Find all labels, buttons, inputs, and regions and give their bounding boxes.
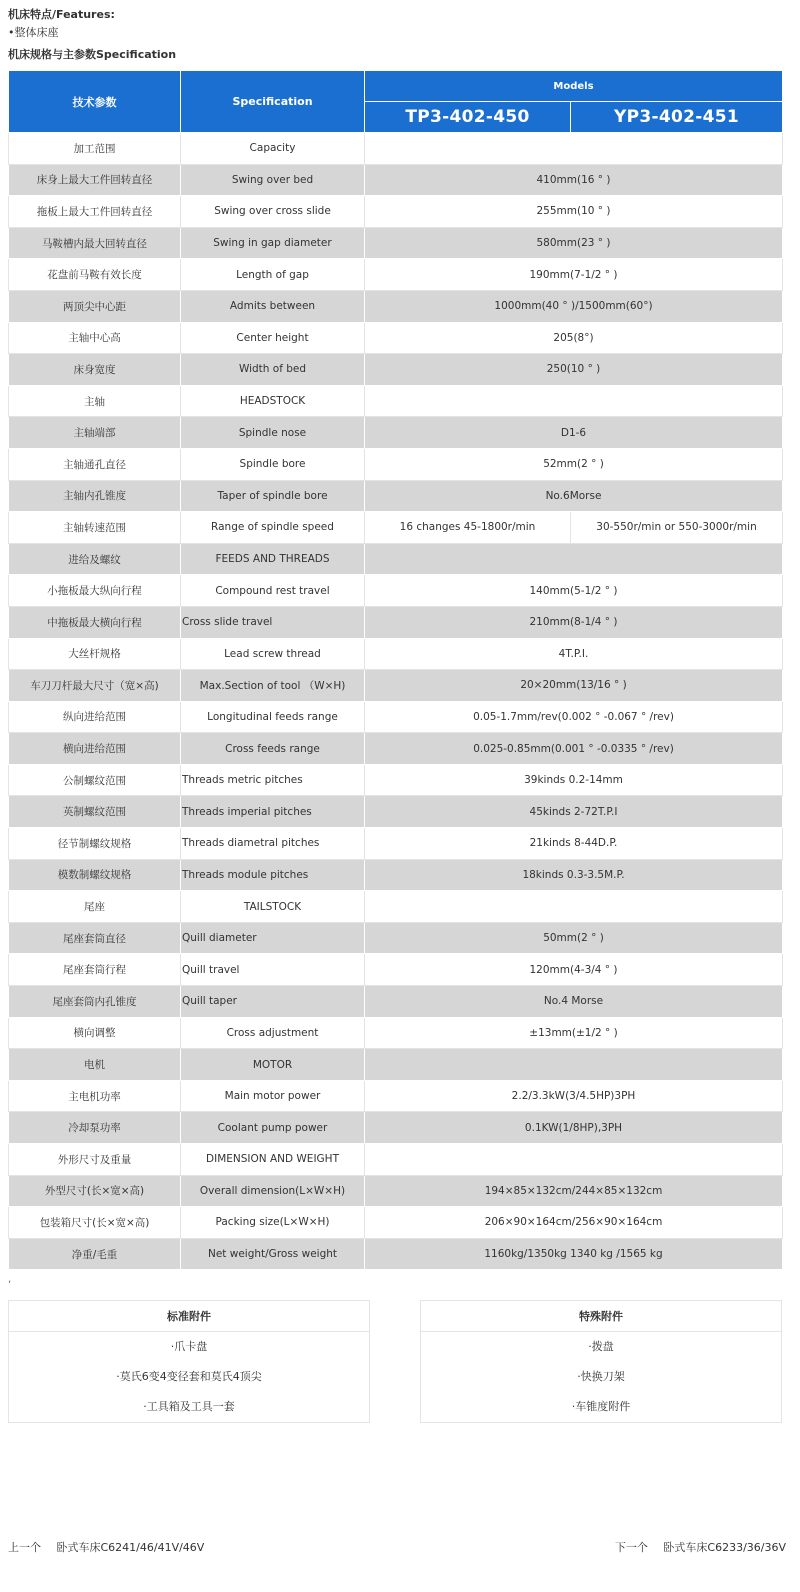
- param-en-cell: Admits between: [181, 290, 365, 322]
- param-en-cell: Cross slide travel: [181, 606, 365, 638]
- param-cn-cell: 中拖板最大横向行程: [9, 606, 181, 638]
- param-en-cell: Spindle nose: [181, 417, 365, 449]
- value-cell: 210mm(8-1/4 ° ): [365, 606, 783, 638]
- prev-label: 上一个: [8, 1541, 41, 1554]
- header-model-1: TP3-402-450: [365, 102, 571, 133]
- value-cell: No.4 Morse: [365, 986, 783, 1018]
- features-title: 机床特点/Features:: [8, 8, 115, 21]
- value-cell: 18kinds 0.3-3.5M.P.: [365, 859, 783, 891]
- param-en-cell: Quill diameter: [181, 922, 365, 954]
- table-row: [9, 670, 783, 702]
- header-parameters: 技术参数: [9, 71, 181, 133]
- param-en-cell: Range of spindle speed: [181, 512, 365, 544]
- param-cn-cell: 尾座套筒内孔锥度: [9, 986, 181, 1018]
- param-cn-cell: 主轴转速范围: [9, 512, 181, 544]
- table-row: [9, 1017, 783, 1049]
- param-en-cell: Compound rest travel: [181, 575, 365, 607]
- param-en-cell: Threads metric pitches: [181, 764, 365, 796]
- table-row: [9, 322, 783, 354]
- table-row: [9, 290, 783, 322]
- table-row: [9, 448, 783, 480]
- value-cell: No.6Morse: [365, 480, 783, 512]
- spec-table: [8, 70, 783, 1270]
- value-cell-model-1: 16 changes 45-1800r/min: [365, 512, 571, 544]
- table-row: [9, 828, 783, 860]
- table-row: [9, 701, 783, 733]
- param-cn-cell: 冷却泵功率: [9, 1112, 181, 1144]
- spec-table-body: [9, 133, 783, 1270]
- param-en-cell: Packing size(L×W×H): [181, 1207, 365, 1239]
- table-row: [9, 575, 783, 607]
- value-cell: D1-6: [365, 417, 783, 449]
- param-cn-cell: 主轴端部: [9, 417, 181, 449]
- param-cn-cell: 大丝杆规格: [9, 638, 181, 670]
- table-row: [9, 891, 783, 923]
- param-cn-cell: 公制螺纹范围: [9, 764, 181, 796]
- table-row: [9, 859, 783, 891]
- param-en-cell: Center height: [181, 322, 365, 354]
- param-cn-cell: 加工范围: [9, 133, 181, 165]
- value-cell: 1000mm(40 ° )/1500mm(60°): [365, 290, 783, 322]
- param-en-cell: HEADSTOCK: [181, 385, 365, 417]
- list-item: ·工具箱及工具一套: [143, 1400, 235, 1413]
- param-cn-cell: 主轴中心高: [9, 322, 181, 354]
- special-accessories-title: 特殊附件: [421, 1301, 781, 1332]
- table-row: [9, 196, 783, 228]
- table-row: [9, 480, 783, 512]
- list-item: ·拨盘: [588, 1340, 614, 1353]
- param-cn-cell: 车刀刀杆最大尺寸（宽×高): [9, 670, 181, 702]
- param-en-cell: Swing in gap diameter: [181, 227, 365, 259]
- special-accessories: [420, 1300, 782, 1423]
- table-row: [9, 133, 783, 165]
- param-cn-cell: 外型尺寸(长×宽×高): [9, 1175, 181, 1207]
- param-cn-cell: 英制螺纹范围: [9, 796, 181, 828]
- prev-product-link[interactable]: 卧式车床C6241/46/41V/46V: [56, 1541, 205, 1554]
- table-row: [9, 385, 783, 417]
- standard-accessories: [8, 1300, 370, 1423]
- list-item: ·车锥度附件: [571, 1400, 631, 1413]
- param-cn-cell: 模数制螺纹规格: [9, 859, 181, 891]
- value-cell: [365, 891, 783, 923]
- param-en-cell: Swing over cross slide: [181, 196, 365, 228]
- table-row: [9, 954, 783, 986]
- param-en-cell: Threads module pitches: [181, 859, 365, 891]
- value-cell: 120mm(4-3/4 ° ): [365, 954, 783, 986]
- value-cell: 140mm(5-1/2 ° ): [365, 575, 783, 607]
- features-item: •整体床座: [8, 26, 59, 39]
- value-cell: 45kinds 2-72T.P.I: [365, 796, 783, 828]
- param-en-cell: Lead screw thread: [181, 638, 365, 670]
- header-model-2: YP3-402-451: [571, 102, 783, 133]
- value-cell: 194×85×132cm/244×85×132cm: [365, 1175, 783, 1207]
- table-row: [9, 227, 783, 259]
- table-row: [9, 259, 783, 291]
- value-cell: 39kinds 0.2-14mm: [365, 764, 783, 796]
- param-en-cell: TAILSTOCK: [181, 891, 365, 923]
- header-models: Models: [365, 71, 783, 102]
- table-row: [9, 417, 783, 449]
- value-cell: 0.025-0.85mm(0.001 ° -0.0335 ° /rev): [365, 733, 783, 765]
- header-specification: Specification: [181, 71, 365, 133]
- value-cell: 2.2/3.3kW(3/4.5HP)3PH: [365, 1080, 783, 1112]
- value-cell: 20×20mm(13/16 ° ): [365, 670, 783, 702]
- param-en-cell: Threads imperial pitches: [181, 796, 365, 828]
- table-row: [9, 1238, 783, 1270]
- stray-mark: ,: [8, 1274, 12, 1285]
- param-cn-cell: 尾座: [9, 891, 181, 923]
- value-cell: [365, 543, 783, 575]
- table-row: [9, 1112, 783, 1144]
- param-cn-cell: 尾座套筒直径: [9, 922, 181, 954]
- param-cn-cell: 尾座套筒行程: [9, 954, 181, 986]
- value-cell: 250(10 ° ): [365, 354, 783, 386]
- param-cn-cell: 包装箱尺寸(长×宽×高): [9, 1207, 181, 1239]
- param-en-cell: Quill taper: [181, 986, 365, 1018]
- prev-nav: [8, 1539, 204, 1555]
- value-cell: ±13mm(±1/2 ° ): [365, 1017, 783, 1049]
- param-en-cell: Overall dimension(L×W×H): [181, 1175, 365, 1207]
- value-cell: 205(8°): [365, 322, 783, 354]
- value-cell: 50mm(2 ° ): [365, 922, 783, 954]
- param-en-cell: Spindle bore: [181, 448, 365, 480]
- next-product-link[interactable]: 卧式车床C6233/36/36V: [663, 1541, 786, 1554]
- table-row: [9, 764, 783, 796]
- value-cell: [365, 1049, 783, 1081]
- param-en-cell: Longitudinal feeds range: [181, 701, 365, 733]
- value-cell: 190mm(7-1/2 ° ): [365, 259, 783, 291]
- table-row: [9, 1049, 783, 1081]
- param-cn-cell: 径节制螺纹规格: [9, 828, 181, 860]
- param-en-cell: Net weight/Gross weight: [181, 1238, 365, 1270]
- param-cn-cell: 横向调整: [9, 1017, 181, 1049]
- param-en-cell: Cross adjustment: [181, 1017, 365, 1049]
- param-en-cell: MOTOR: [181, 1049, 365, 1081]
- value-cell: 206×90×164cm/256×90×164cm: [365, 1207, 783, 1239]
- table-row: [9, 354, 783, 386]
- param-cn-cell: 主电机功率: [9, 1080, 181, 1112]
- param-cn-cell: 床身上最大工件回转直径: [9, 164, 181, 196]
- param-cn-cell: 主轴: [9, 385, 181, 417]
- table-row: [9, 1080, 783, 1112]
- value-cell: 52mm(2 ° ): [365, 448, 783, 480]
- value-cell: 0.1KW(1/8HP),3PH: [365, 1112, 783, 1144]
- param-cn-cell: 马鞍槽内最大回转直径: [9, 227, 181, 259]
- param-cn-cell: 拖板上最大工件回转直径: [9, 196, 181, 228]
- param-en-cell: Coolant pump power: [181, 1112, 365, 1144]
- value-cell: 580mm(23 ° ): [365, 227, 783, 259]
- param-cn-cell: 横向进给范围: [9, 733, 181, 765]
- param-en-cell: DIMENSION AND WEIGHT: [181, 1144, 365, 1176]
- param-en-cell: Width of bed: [181, 354, 365, 386]
- list-item: ·莫氏6变4变径套和莫氏4顶尖: [116, 1370, 262, 1383]
- table-row: [9, 1144, 783, 1176]
- param-cn-cell: 净重/毛重: [9, 1238, 181, 1270]
- table-row: [9, 164, 783, 196]
- param-en-cell: Length of gap: [181, 259, 365, 291]
- table-row: [9, 512, 783, 544]
- param-en-cell: Capacity: [181, 133, 365, 165]
- value-cell: 0.05-1.7mm/rev(0.002 ° -0.067 ° /rev): [365, 701, 783, 733]
- value-cell: 21kinds 8-44D.P.: [365, 828, 783, 860]
- param-en-cell: FEEDS AND THREADS: [181, 543, 365, 575]
- param-en-cell: Swing over bed: [181, 164, 365, 196]
- value-cell: [365, 1144, 783, 1176]
- table-row: [9, 922, 783, 954]
- param-cn-cell: 主轴内孔锥度: [9, 480, 181, 512]
- spec-title: 机床规格与主参数Specification: [8, 48, 177, 61]
- param-cn-cell: 电机: [9, 1049, 181, 1081]
- value-cell: [365, 133, 783, 165]
- next-label: 下一个: [614, 1541, 648, 1554]
- param-cn-cell: 进给及螺纹: [9, 543, 181, 575]
- param-en-cell: Taper of spindle bore: [181, 480, 365, 512]
- param-cn-cell: 主轴通孔直径: [9, 448, 181, 480]
- value-cell: 1160kg/1350kg 1340 kg /1565 kg: [365, 1238, 783, 1270]
- next-nav: [615, 1539, 786, 1555]
- table-row: [9, 1175, 783, 1207]
- table-row: [9, 1207, 783, 1239]
- table-row: [9, 733, 783, 765]
- table-row: [9, 796, 783, 828]
- param-cn-cell: 纵向进给范围: [9, 701, 181, 733]
- table-row: [9, 606, 783, 638]
- table-row: [9, 986, 783, 1018]
- value-cell: 255mm(10 ° ): [365, 196, 783, 228]
- param-cn-cell: 花盘前马鞍有效长度: [9, 259, 181, 291]
- value-cell: 4T.P.I.: [365, 638, 783, 670]
- param-en-cell: Cross feeds range: [181, 733, 365, 765]
- list-item: ·爪卡盘: [170, 1340, 208, 1353]
- table-row: [9, 543, 783, 575]
- param-en-cell: Threads diametral pitches: [181, 828, 365, 860]
- param-en-cell: Main motor power: [181, 1080, 365, 1112]
- param-cn-cell: 两顶尖中心距: [9, 290, 181, 322]
- value-cell: [365, 385, 783, 417]
- value-cell-model-2: 30-550r/min or 550-3000r/min: [571, 512, 783, 544]
- param-en-cell: Quill travel: [181, 954, 365, 986]
- param-en-cell: Max.Section of tool （W×H): [181, 670, 365, 702]
- standard-accessories-title: 标准附件: [9, 1301, 369, 1332]
- param-cn-cell: 床身宽度: [9, 354, 181, 386]
- param-cn-cell: 小拖板最大纵向行程: [9, 575, 181, 607]
- table-row: [9, 638, 783, 670]
- value-cell: 410mm(16 ° ): [365, 164, 783, 196]
- param-cn-cell: 外形尺寸及重量: [9, 1144, 181, 1176]
- list-item: ·快换刀架: [577, 1370, 625, 1383]
